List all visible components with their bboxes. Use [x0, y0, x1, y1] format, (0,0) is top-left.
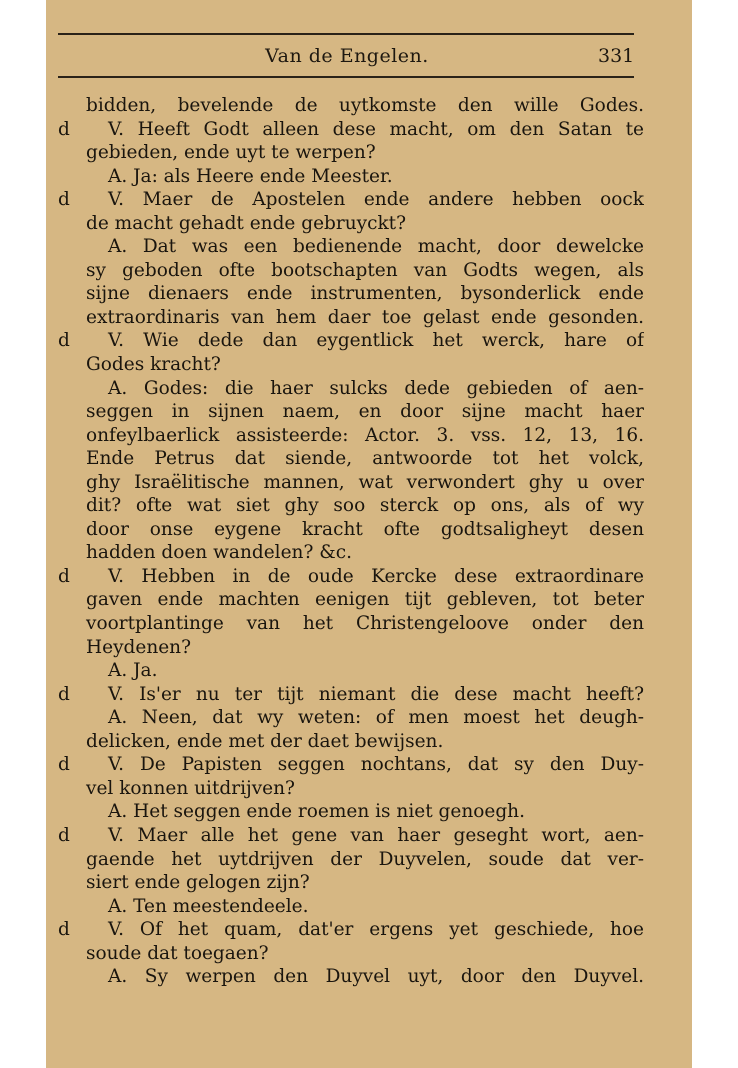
text-line: [58, 400, 644, 424]
line-text: gebieden, ende uyt te werpen?: [86, 142, 376, 164]
margin-marker: d: [58, 330, 70, 352]
line-text: dit? ofte wat siet ghy soo sterck op ons, als of wy: [86, 495, 644, 517]
page-number: 331: [598, 45, 635, 67]
text-line: [58, 942, 644, 966]
line-text: sy geboden ofte bootschapten van Godts wegen, als: [86, 259, 644, 281]
margin-marker: d: [58, 683, 70, 705]
text-line: [58, 848, 644, 872]
line-text: V. Wie dede dan eygentlick het werck, hare of: [108, 330, 644, 352]
text-line: [58, 212, 644, 236]
text-line: [58, 94, 644, 118]
line-text: A. Sy werpen den Duyvel uyt, door den Duyvel.: [108, 966, 644, 988]
text-line: [58, 800, 644, 824]
text-line: [58, 282, 644, 306]
text-line: [58, 259, 644, 283]
text-line: [58, 306, 644, 330]
text-line: [58, 235, 644, 259]
body-text: [58, 94, 644, 989]
text-line: [58, 730, 644, 754]
line-text: voortplantinge van het Christengeloove onder den: [86, 613, 644, 635]
text-line: [58, 824, 644, 848]
text-line: [58, 377, 644, 401]
text-line: [58, 424, 644, 448]
text-line: [58, 683, 644, 707]
line-text: ghy Israëlitische mannen, wat verwondert ghy u over: [86, 471, 644, 493]
text-line: [58, 965, 644, 989]
line-text: A. Ja: als Heere ende Meester.: [108, 165, 393, 187]
line-text: V. Maer de Apostelen ende andere hebben oock: [108, 189, 644, 211]
line-text: Godes kracht?: [86, 354, 221, 376]
line-text: V. Maer alle het gene van haer geseght wort, aen-: [108, 824, 644, 846]
text-line: [58, 353, 644, 377]
line-text: seggen in sijnen naem, en door sijne macht haer: [86, 401, 644, 423]
text-line: [58, 141, 644, 165]
line-text: A. Neen, dat wy weten: of men moest het deugh-: [108, 707, 644, 729]
text-line: [58, 588, 644, 612]
line-text: A. Dat was een bedienende macht, door dewelcke: [108, 236, 644, 258]
line-text: sijne dienaers ende instrumenten, bysonderlick ende: [86, 283, 644, 305]
margin-marker: d: [58, 189, 70, 211]
text-line: [58, 636, 644, 660]
line-text: de macht gehadt ende gebruyckt?: [86, 212, 407, 234]
line-text: soude dat toegaen?: [86, 942, 269, 964]
text-line: [58, 871, 644, 895]
margin-marker: d: [58, 565, 70, 587]
line-text: V. Hebben in de oude Kercke dese extraordinare: [108, 565, 644, 587]
line-text: V. Heeft Godt alleen dese macht, om den Satan te: [108, 118, 644, 140]
text-line: [58, 471, 644, 495]
text-line: [58, 612, 644, 636]
margin-marker: d: [58, 118, 70, 140]
line-text: Ende Petrus dat siende, antwoorde tot het volck,: [86, 448, 644, 470]
text-line: [58, 447, 644, 471]
line-text: siert ende gelogen zijn?: [86, 872, 310, 894]
text-line: [58, 918, 644, 942]
text-line: [58, 188, 644, 212]
running-header-title: Van de Engelen.: [265, 45, 429, 67]
line-text: onfeylbaerlick assisteerde: Actor. 3. vss. 12, 13, 16.: [86, 424, 644, 446]
margin-marker: d: [58, 754, 70, 776]
line-text: A. Godes: die haer sulcks dede gebieden of aen-: [108, 377, 644, 399]
text-line: [58, 541, 644, 565]
text-line: [58, 565, 644, 589]
line-text: extraordinaris van hem daer toe gelast ende gesonden.: [86, 306, 644, 328]
line-text: gaven ende machten eenigen tijt gebleven, tot beter: [86, 589, 644, 611]
line-text: V. Of het quam, dat'er ergens yet geschiede, hoe: [108, 919, 644, 941]
line-text: A. Het seggen ende roemen is niet genoegh.: [108, 801, 525, 823]
line-text: delicken, ende met der daet bewijsen.: [86, 730, 444, 752]
text-line: [58, 753, 644, 777]
header-rule-top: [58, 33, 634, 35]
line-text: V. De Papisten seggen nochtans, dat sy den Duy-: [108, 754, 644, 776]
text-line: [58, 518, 644, 542]
text-line: [58, 494, 644, 518]
line-text: gaende het uytdrijven der Duyvelen, soude dat ver-: [86, 848, 644, 870]
header-rule-bottom: [58, 76, 634, 78]
line-text: V. Is'er nu ter tijt niemant die dese macht heeft?: [108, 683, 644, 705]
text-line: [58, 777, 644, 801]
text-line: [58, 895, 644, 919]
line-text: bidden, bevelende de uytkomste den wille Godes.: [86, 95, 644, 116]
line-text: A. Ten meestendeele.: [108, 895, 309, 917]
text-line: [58, 329, 644, 353]
margin-marker: d: [58, 919, 70, 941]
text-line: [58, 118, 644, 142]
line-text: door onse eygene kracht ofte godtsaligheyt desen: [86, 518, 644, 540]
line-text: A. Ja.: [108, 660, 158, 682]
line-text: Heydenen?: [86, 636, 192, 658]
line-text: vel konnen uitdrijven?: [86, 777, 295, 799]
line-text: hadden doen wandelen? &c.: [86, 542, 352, 564]
text-line: [58, 706, 644, 730]
margin-marker: d: [58, 824, 70, 846]
text-line: [58, 165, 644, 189]
text-line: [58, 659, 644, 683]
